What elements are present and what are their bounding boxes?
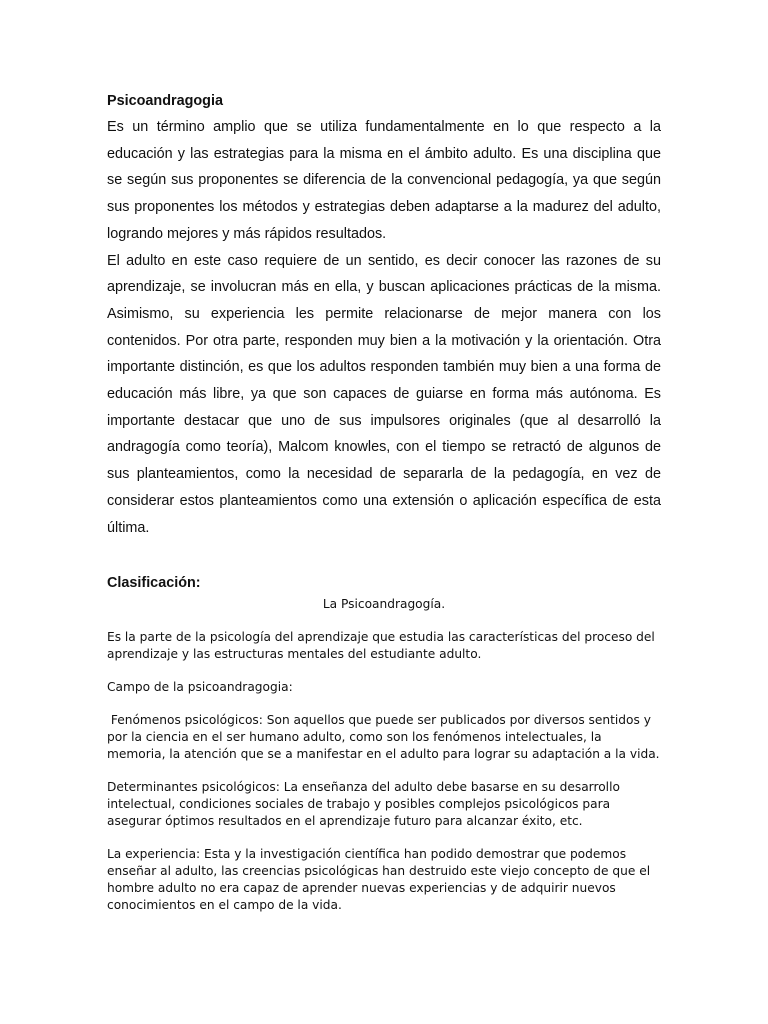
psychological-phenomena-paragraph: Fenómenos psicológicos: Son aquellos que puede ser publicados por diversos sentidos y por la ciencia en el ser humano adulto, como son los fenómenos intelectuales, la memoria, la atención que se a manifestar en el adulto para lograr su adaptación a la vida. [107, 713, 660, 761]
field-label: Campo de la psicoandragogia: [107, 680, 293, 694]
section-subtitle: La Psicoandragogía. [322, 597, 446, 611]
experience-paragraph: La experiencia: Esta y la investigación científica han podido demostrar que podemos enseñar al adulto, las creencias psicológicas han destruido este viejo concepto de que el hombre adulto no era capaz de aprender nuevas experiencias y de adquirir nuevos conocimientos en el campo de la vida. [107, 847, 651, 912]
classification-heading: Clasificación: [107, 575, 201, 591]
intro-paragraph-2: El adulto en este caso requiere de un sentido, es decir conocer las razones de su aprendizaje, se involucran más en ella, y buscan aplicaciones prácticas de la misma. Asimismo, su experiencia les permite relacionarse de mejor manera con los contenidos. Por otra parte, responden muy bien a la motivación y la orientación. Otra importante distinción, es que los adultos responden también muy bien a una forma de educación más libre, ya que son capaces de guiarse en forma más autónoma. Es importante destacar que uno de sus impulsores originales (que al desarrolló la andragogía como teoría), Malcom knowles, con el tiempo se retractó de algunos de sus planteamientos, como la necesidad de separarla de la pedagogía, en vez de considerar estos planteamientos como una extensión o aplicación específica de esta última. [107, 252, 661, 536]
intro-paragraph-1: Es un término amplio que se utiliza fundamentalmente en lo que respecto a la educación y las estrategias para la misma en el ámbito adulto. Es una disciplina que se según sus proponentes se diferencia de la convencional pedagogía, ya que según sus proponentes los métodos y estrategias deben adaptarse a la madurez del adulto, logrando mejores y más rápidos resultados. [107, 119, 661, 242]
classification-section [107, 596, 661, 930]
definition-paragraph: Es la parte de la psicología del aprendizaje que estudia las características del proceso del aprendizaje y las estructuras mentales del estudiante adulto. [107, 630, 655, 661]
intro-body [107, 114, 661, 541]
document-heading: Psicoandragogia [107, 93, 223, 109]
psychological-determinants-paragraph: Determinantes psicológicos: La enseñanza del adulto debe basarse en su desarrollo intelectual, condiciones sociales de trabajo y posibles complejos psicológicos para asegurar óptimos resultados en el aprendizaje futuro para alcanzar éxito, etc. [107, 780, 620, 828]
